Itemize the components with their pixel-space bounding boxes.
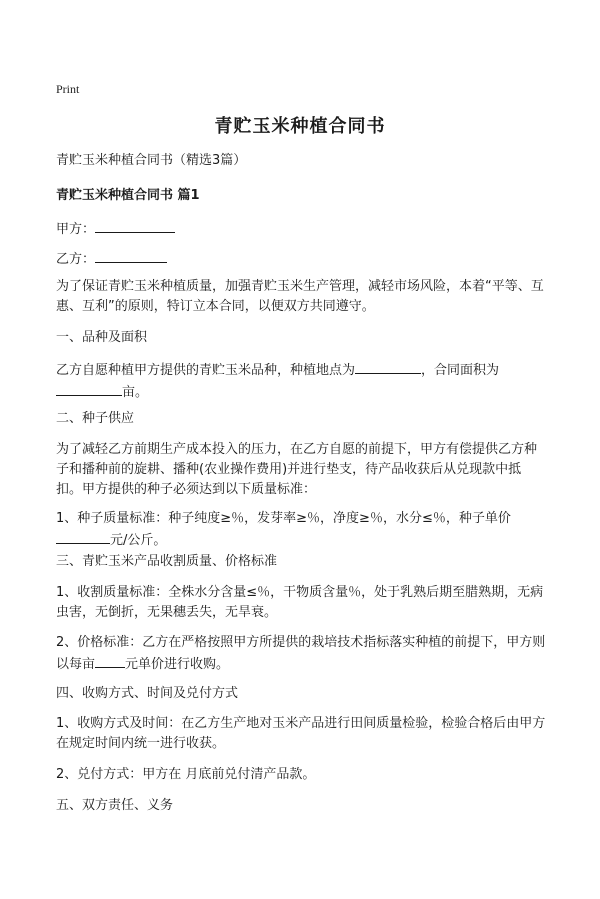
s3-item2	[56, 633, 546, 675]
s2-heading: 二、种子供应	[56, 411, 135, 426]
s2-price-blank	[56, 529, 110, 544]
s1-text-c: 亩。	[122, 385, 149, 400]
s3-price-blank	[95, 653, 125, 668]
party-b-line	[56, 248, 556, 270]
section-heading: 青贮玉米种植合同书 篇1	[56, 188, 200, 203]
s4-item2: 2、兑付方式：甲方在 月底前兑付清产品款。	[56, 767, 316, 782]
party-a-blank	[95, 218, 175, 233]
s1-paragraph	[56, 359, 546, 403]
s2-item1-text-b: 元/公斤。	[110, 533, 167, 548]
s1-text-a: 乙方自愿种植甲方提供的青贮玉米品种，种植地点为	[56, 363, 356, 378]
party-b-label: 乙方：	[56, 252, 96, 267]
s2-paragraph: 为了减轻乙方前期生产成本投入的压力，在乙方自愿的前提下，甲方有偿提供乙方种子和播种前的旋耕、播种(农业操作费用)并进行垫支，待产品收获后从兑现款中抵扣。甲方提供的种子必须达到以下质量标准：	[56, 442, 538, 497]
s1-text-b: ，合同面积为	[421, 363, 500, 378]
s1-heading: 一、品种及面积	[56, 330, 148, 345]
s2-item1-text-a: 1、种子质量标准：种子纯度≥％，发芽率≥％，净度≥％，水分≤％，种子单价	[56, 511, 511, 526]
s1-location-blank	[355, 359, 421, 374]
s3-item2-text-a: 2、价格标准：乙方在严格按照甲方所提供的栽培技术指标落实种植的前提下，甲方则以每亩	[56, 635, 546, 672]
party-a-line	[56, 218, 556, 240]
s3-heading: 三、青贮玉米产品收割质量、价格标准	[56, 554, 278, 569]
s5-heading: 五、双方责任、义务	[56, 798, 174, 813]
intro-paragraph: 为了保证青贮玉米种植质量，加强青贮玉米生产管理，减轻市场风险，本着“平等、互惠、互利”的原则，特订立本合同，以便双方共同遵守。	[56, 279, 544, 314]
party-a-label: 甲方：	[56, 222, 96, 237]
print-label[interactable]: Print	[56, 82, 80, 96]
s3-item1: 1、收割质量标准：全株水分含量≤％，干物质含量％，处于乳熟后期至腊熟期，无病虫害，无倒折，无果穗丢失，无旱衰。	[56, 585, 544, 620]
s3-item2-text-b: 元单价进行收购。	[125, 657, 230, 672]
s2-item1	[56, 509, 546, 551]
s4-heading: 四、收购方式、时间及兑付方式	[56, 686, 239, 701]
s4-item1: 1、收购方式及时间：在乙方生产地对玉米产品进行田间质量检验，检验合格后由甲方在规定时间内统一进行收获。	[56, 716, 546, 751]
s1-area-blank	[56, 381, 122, 396]
document-subtitle: 青贮玉米种植合同书（精选3篇）	[56, 153, 247, 168]
document-title: 青贮玉米种植合同书	[214, 116, 386, 137]
party-b-blank	[95, 248, 167, 263]
